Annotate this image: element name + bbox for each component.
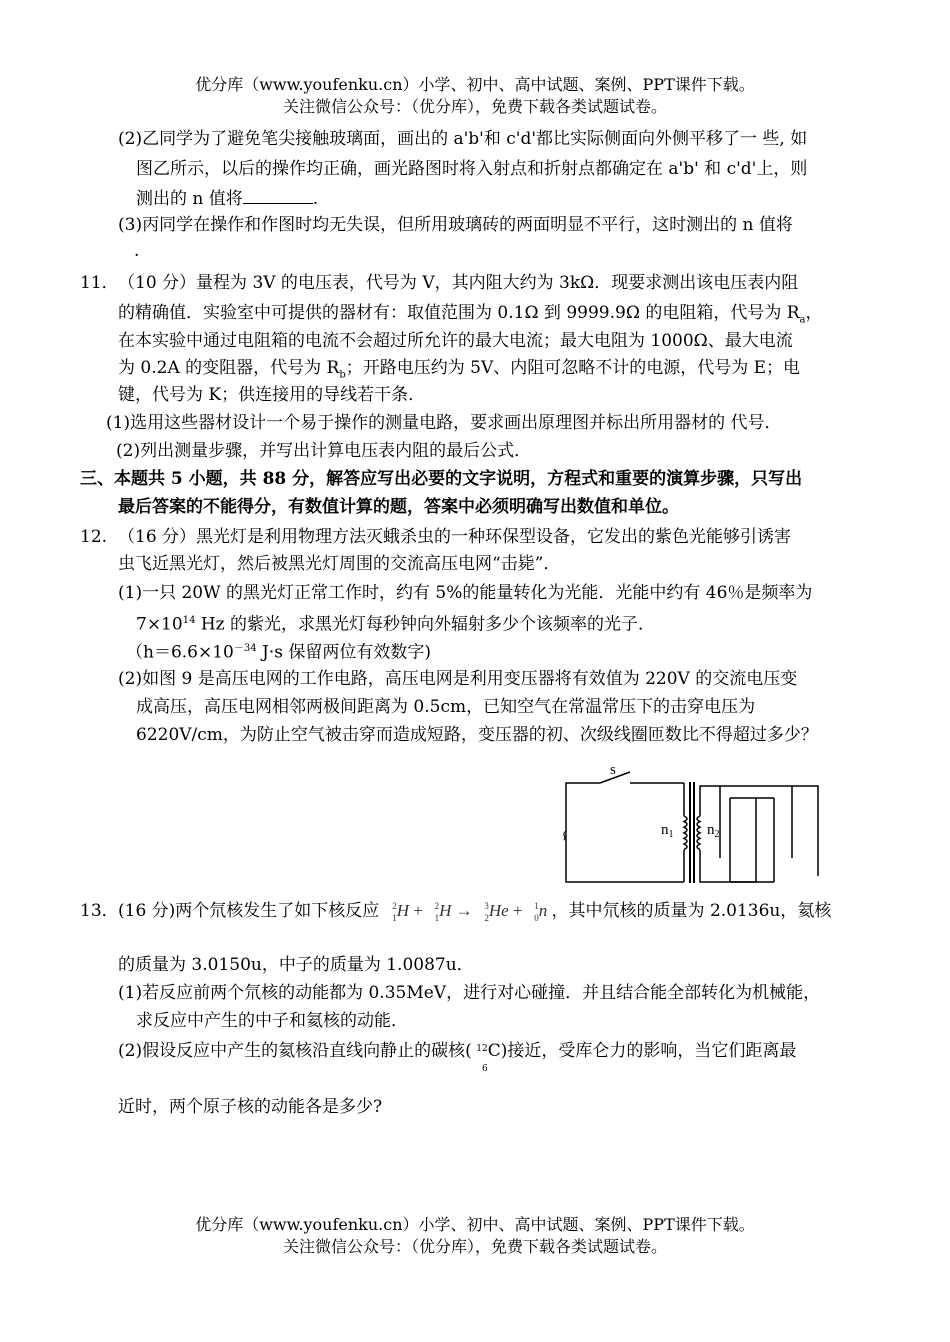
n2-letter: n	[707, 822, 715, 838]
q13-line1-end: ，其中氘核的质量为 2.0136u，氦核	[551, 901, 832, 921]
atomic-number: 1	[392, 913, 397, 924]
planck-base: （h＝6.6×10	[126, 642, 234, 663]
atomic-number: 1	[434, 913, 440, 924]
carbon-nuclide-index	[472, 1038, 488, 1074]
q13-number: 13．	[80, 901, 119, 921]
mass-number: 2	[434, 901, 440, 912]
q12-part2-line2: 成高压，高压电网相邻两极间距离为 0.5cm，已知空气在常温常压下的击穿电压为	[136, 697, 756, 717]
q12-part1-line1: (1)一只 20W 的黑光灯正常工作时，约有 5%的能量转化为光能．光能中约有 46％是频率为	[118, 583, 813, 603]
nuclide-index	[527, 901, 539, 923]
q12-part1-line2	[136, 610, 655, 636]
n2-subscript: 2	[714, 829, 720, 840]
q12-part1-line2-text: Hz 的紫光，求黑光灯每秒钟向外辐射多少个该频率的光子．	[195, 614, 656, 635]
n1-letter: n	[661, 822, 669, 838]
q11-part2: (2)列出测量步骤，并写出计算电压表内阻的最后公式．	[116, 441, 532, 461]
q10-part3-line2: .	[134, 241, 140, 261]
q12-part2-line3: 6220V/cm，为防止空气被击穿而造成短路，变压器的初、次级线圈匝数比不得超过多少？	[136, 725, 818, 745]
q13-part2-line2: 近时，两个原子核的动能各是多少?	[118, 1097, 383, 1117]
deuterium-symbol: H	[439, 901, 452, 920]
q13-part2-text: (2)假设反应中产生的氦核沿直线向静止的碳核(	[118, 1041, 472, 1061]
q12-number: 12.	[80, 527, 108, 547]
atomic-number: 2	[484, 913, 489, 924]
q12-part2-line1: (2)如图 9 是高压电网的工作电路，高压电网是利用变压器将有效值为 220V 的交流电压变	[118, 669, 798, 689]
transformer-circuit-diagram	[556, 758, 840, 888]
subscript-b: b	[339, 369, 346, 381]
q13-part1-line1: (1)若反应前两个氘核的动能都为 0.35MeV，进行对心碰撞．并且结合能全部转化为机械能，	[118, 983, 821, 1003]
answer-blank[interactable]	[243, 188, 313, 204]
nuclide-index	[385, 901, 397, 923]
primary-coil	[684, 816, 687, 850]
switch-label: s	[610, 762, 616, 778]
section3-heading-line2: 最后答案的不能得分，有数值计算的题，答案中必须明确写出数值和单位。	[118, 497, 679, 517]
q13-part2-line1	[118, 1040, 796, 1074]
q10-part2-line3	[136, 188, 318, 210]
nuclear-reaction-equation	[385, 901, 552, 924]
plus-sign: +	[512, 901, 523, 920]
q10-part2-text: 测出的 n 值将	[136, 189, 243, 209]
section3-heading-line1: 三、本题共 5 小题，共 88 分，解答应写出必要的文字说明，方程式和重要的演算步骤，只写出	[80, 469, 803, 489]
nuclide-index	[427, 901, 439, 923]
q12-part1-line3	[126, 638, 431, 664]
subscript-a: a	[799, 314, 806, 326]
nuclide-index	[477, 901, 489, 923]
q11-line5: 键，代号为 K；供连接用的导线若干条．	[118, 385, 426, 405]
atomic-number: 0	[534, 913, 539, 924]
carbon-mass-number: 12	[476, 1044, 488, 1054]
q11-line1: （10 分）量程为 3V 的电压表，代号为 V，其内阻大约为 3kΩ．现要求测出该电压表内阻	[118, 273, 799, 293]
q10-part3-line1: (3)丙同学在操作和作图时均无失误，但所用玻璃砖的两面明显不平行，这时测出的 n 值将	[118, 215, 793, 235]
q11-line4-end: ；开路电压约为 5V、内阻可忽略不计的电源，代号为 E；电	[345, 358, 801, 378]
reaction-arrow: →	[455, 901, 473, 920]
frequency-base: 7×10	[136, 614, 183, 635]
planck-exponent: －34	[233, 643, 257, 654]
q11-line3: 在本实验中通过电阻箱的电流不会超过所允许的最大电流；最大电阻为 1000Ω、最大电流	[118, 331, 793, 351]
q12-line1: （16 分）黑光灯是利用物理方法灭蛾杀虫的一种环保型设备，它发出的紫色光能够引诱害	[118, 527, 792, 547]
carbon-atomic-number: 6	[481, 1064, 488, 1074]
q11-part1: (1)选用这些器材设计一个易于操作的测量电路，要求画出原理图并标出所用器材的 代号．	[106, 413, 782, 433]
q13-part1-line2: 求反应中产生的中子和氦核的动能．	[136, 1011, 408, 1031]
frequency-exponent: 14	[182, 615, 196, 626]
plus-sign: +	[413, 901, 423, 920]
q13-line1	[118, 900, 831, 923]
q13-line1-text: (16 分)两个氘核发生了如下核反应	[118, 901, 380, 921]
n1-subscript: 1	[668, 829, 674, 840]
deuterium-symbol: H	[396, 901, 409, 920]
q11-line2-end: ，	[805, 303, 823, 323]
q12-line2: 虫飞近黑光灯，然后被黑光灯周围的交流高压电网“击毙”．	[118, 554, 561, 574]
n2-label	[707, 822, 720, 840]
q11-line4	[118, 357, 800, 386]
secondary-wire-bottom	[700, 850, 756, 882]
q11-line4-text: 为 0.2A 的变阻器，代号为 R	[118, 358, 340, 378]
page-header-line2: 关注微信公众号：（优分库），免费下载各类试题试卷。	[282, 97, 667, 116]
secondary-coil	[697, 816, 700, 850]
q13-part2-text-end: C)接近，受库仑力的影响，当它们距离最	[487, 1041, 797, 1061]
page-footer-line2: 关注微信公众号：（优分库），免费下载各类试题试卷。	[282, 1237, 667, 1256]
q10-part2-line2: 图乙所示，以后的操作均正确，画光路图时将入射点和折射点都确定在 a'b' 和 c'd'上，则	[136, 159, 808, 179]
page-header-line1: 优分库（www.youfenku.cn）小学、初中、高中试题、案例、PPT课件下载。	[195, 75, 755, 94]
ac-source-icon: ∽	[556, 830, 572, 842]
mass-number: 3	[484, 901, 489, 912]
neutron-symbol: n	[538, 901, 548, 920]
helium-symbol: He	[488, 901, 509, 920]
q10-part2-period: .	[312, 189, 319, 209]
mass-number: 2	[392, 901, 397, 912]
q13-line2: 的质量为 3.0150u，中子的质量为 1.0087u．	[118, 955, 474, 975]
planck-unit-note: J·s 保留两位有效数字)	[256, 642, 431, 663]
q11-line2	[118, 302, 823, 331]
q11-number: 11．	[80, 273, 119, 293]
q10-part2-line1: (2)乙同学为了避免笔尖接触玻璃面，画出的 a'b'和 c'd'都比实际侧面向外侧平移了一 些, 如	[118, 129, 808, 149]
mass-number: 1	[534, 901, 539, 912]
page-footer-line1: 优分库（www.youfenku.cn）小学、初中、高中试题、案例、PPT课件下载。	[195, 1215, 755, 1234]
n1-label	[661, 822, 674, 840]
q11-line2-text: 的精确值．实验室中可提供的器材有：取值范围为 0.1Ω 到 9999.9Ω 的电阻箱，代号为 R	[118, 303, 800, 323]
